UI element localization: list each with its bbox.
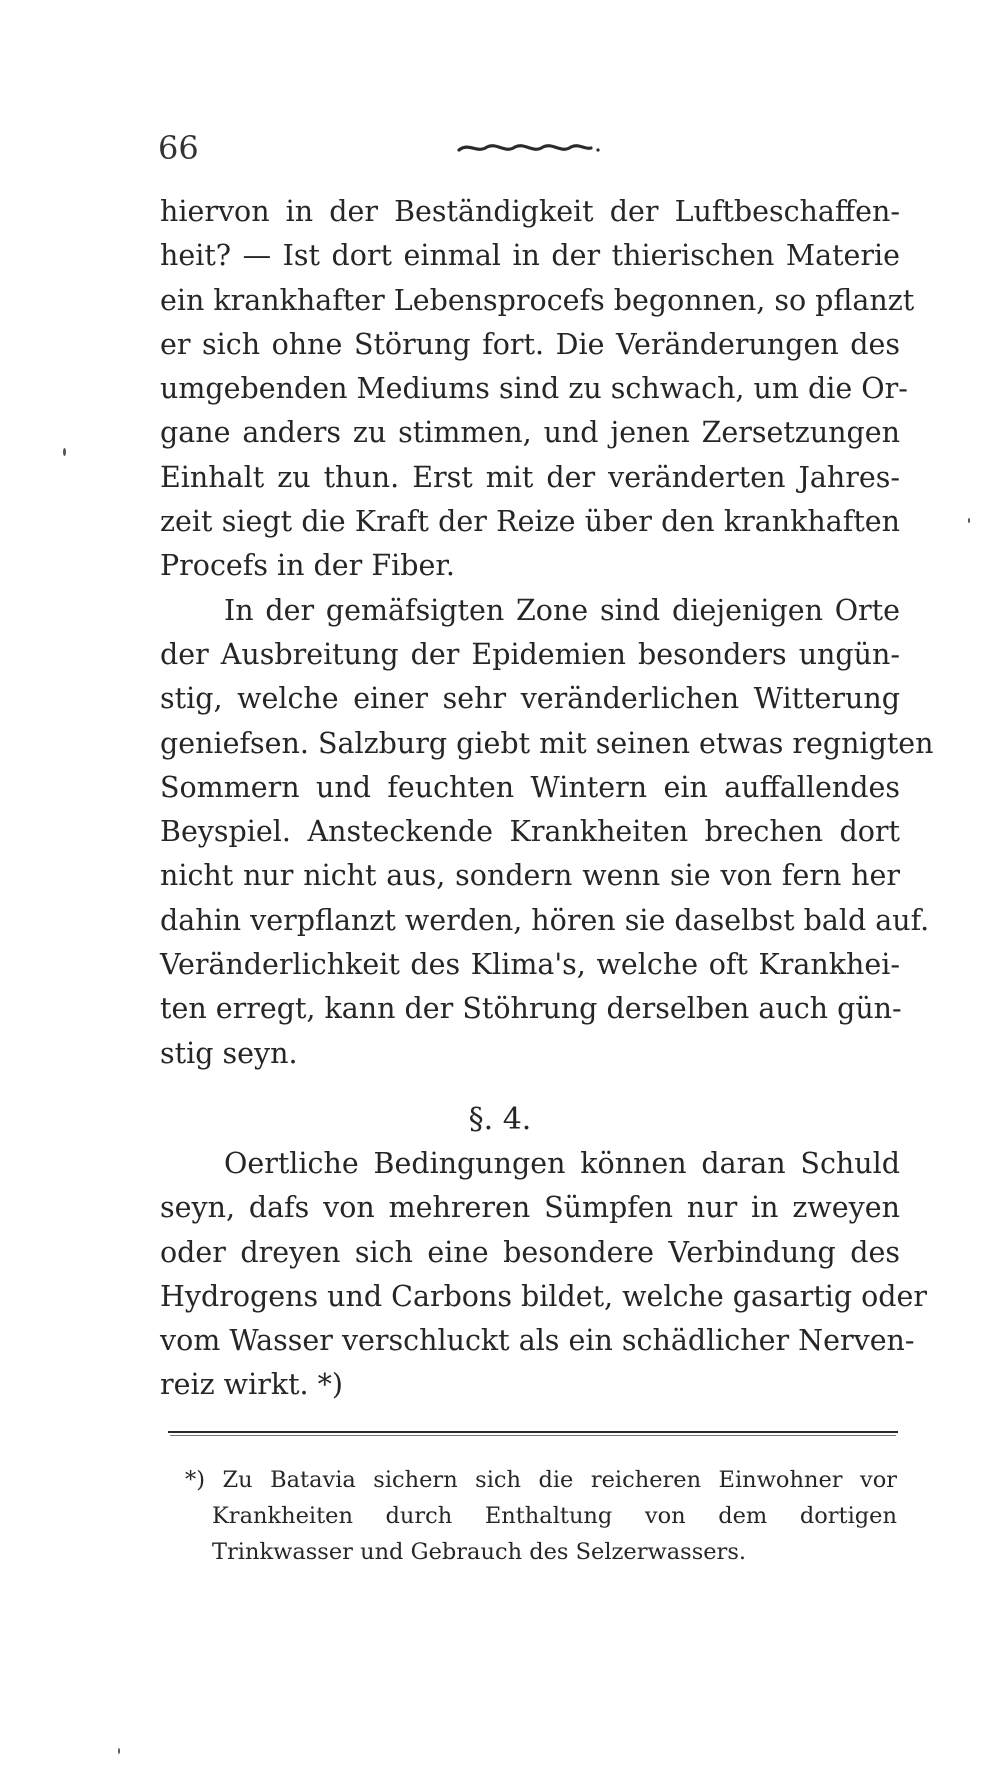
footnote-line: Krankheiten durch Enthaltung von dem dortigen xyxy=(212,1503,897,1529)
text-line: seyn, dafs von mehreren Sümpfen nur in zweyen xyxy=(160,1191,900,1225)
text-line: zeit siegt die Kraft der Reize über den krankhaften xyxy=(160,505,900,539)
footnote-line: *) Zu Batavia sichern sich die reicheren Einwohner vor xyxy=(185,1467,897,1493)
text-line: stig, welche einer sehr veränderlichen Witterung xyxy=(160,682,900,716)
text-line: hiervon in der Beständigkeit der Luftbeschaffen- xyxy=(160,195,900,228)
wavy-ornament-icon xyxy=(455,136,605,160)
text-line: Hydrogens und Carbons bildet, welche gasartig oder xyxy=(160,1279,928,1313)
scan-speck xyxy=(63,448,66,456)
main-text-block xyxy=(160,190,934,1076)
text-line: oder dreyen sich eine besondere Verbindung des xyxy=(160,1235,900,1269)
page-number: 66 xyxy=(158,129,199,167)
text-line: gane anders zu stimmen, und jenen Zersetzungen xyxy=(160,416,900,450)
text-line: Veränderlichkeit des Klima's, welche oft Krankhei- xyxy=(160,948,900,982)
text-line: heit? — Ist dort einmal in der thierischen Materie xyxy=(160,239,900,273)
text-line: Einhalt zu thun. Erst mit der veränderten Jahres- xyxy=(160,460,900,494)
footnote-line: Trinkwasser und Gebrauch des Selzerwassers. xyxy=(212,1539,747,1565)
text-line: geniefsen. Salzburg giebt mit seinen etwas regnigten xyxy=(160,726,934,760)
text-line: Procefs in der Fiber. xyxy=(160,549,455,583)
scan-speck xyxy=(968,518,970,523)
footnote-divider-thin xyxy=(170,1435,896,1436)
text-line: nicht nur nicht aus, sondern wenn sie von fern her xyxy=(160,859,900,893)
text-line: stig seyn. xyxy=(160,1036,298,1070)
text-line: ein krankhafter Lebensprocefs begonnen, so pflanzt xyxy=(160,283,915,317)
text-line: Beyspiel. Ansteckende Krankheiten brechen dort xyxy=(160,815,900,849)
text-line: In der gemäfsigten Zone sind diejenigen Orte xyxy=(224,593,900,627)
text-line: dahin verpflanzt werden, hören sie daselbst bald auf. xyxy=(160,903,930,937)
text-line: vom Wasser verschluckt als ein schädlicher Nerven- xyxy=(160,1324,915,1358)
text-line: der Ausbreitung der Epidemien besonders ungün- xyxy=(160,637,900,671)
text-line: Oertliche Bedingungen können daran Schuld xyxy=(224,1147,900,1180)
footnote-divider xyxy=(168,1431,898,1433)
text-line: er sich ohne Störung fort. Die Veränderungen des xyxy=(160,327,900,361)
text-line: reiz wirkt. *) xyxy=(160,1368,344,1402)
section-text-block xyxy=(160,1142,928,1408)
text-line: ten erregt, kann der Stöhrung derselben auch gün- xyxy=(160,992,902,1026)
text-line: Sommern und feuchten Wintern ein auffallendes xyxy=(160,770,900,804)
scan-speck xyxy=(118,1748,120,1754)
text-line: umgebenden Mediums sind zu schwach, um die Or- xyxy=(160,372,908,406)
footnote xyxy=(185,1462,897,1570)
section-heading: §. 4. xyxy=(468,1102,532,1137)
